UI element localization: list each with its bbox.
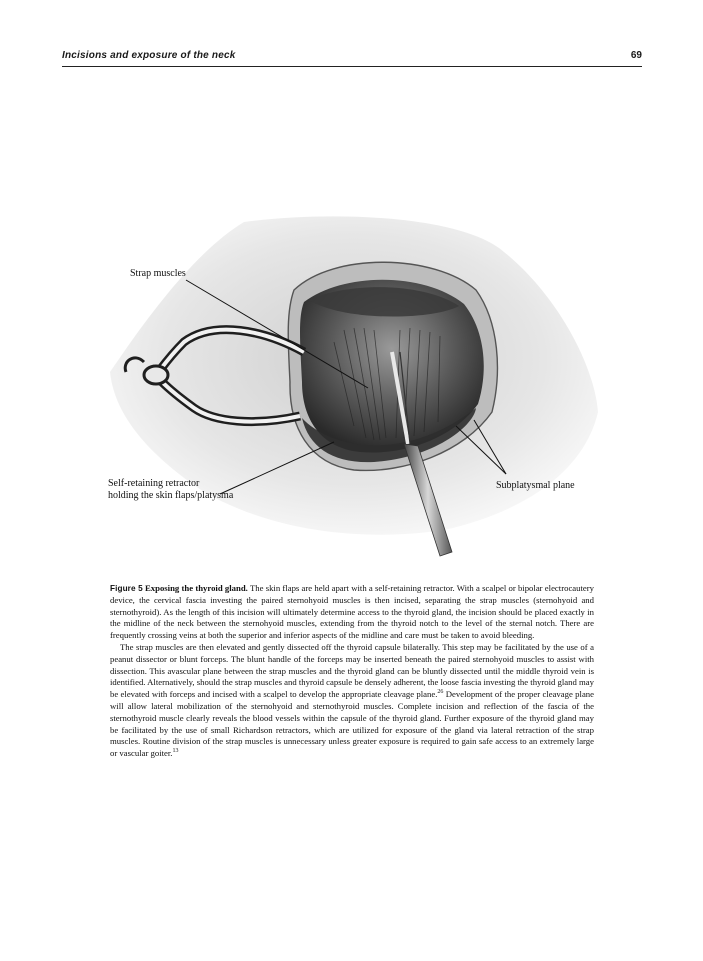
surgical-illustration xyxy=(104,212,600,578)
caption-p2-text-b: Development of the proper cleavage plane will allow lateral mobilization of the sternohyoid and sternothyroid muscles. Complete incision and reflection of the fascia of the sternothyroid muscle clearly reveals the blood vessels within the capsule of the thyroid gland. Further exposure of the thyroid gland may be facilitated by the use of small Richardson retractors, which are utilized for exposure of the gland via lateral retraction of the strap muscles. Routine division of the strap muscles is unnecessary unless greater exposure is required to gain safe access to an extremely large or vascular goiter. xyxy=(110,689,594,759)
figure-label: Figure 5 xyxy=(110,584,143,593)
illustration-drawing xyxy=(104,212,600,578)
caption-p2-text-a: The strap muscles are then elevated and gently dissected off the thyroid capsule bilaterally. This step may be facilitated by the use of a peanut dissector or blunt forceps. The blunt handle of the forceps may be inserted beneath the paired sternohyoid muscles to assist with dissection. This avascular plane between the strap muscles and the thyroid gland can be bluntly dissected until the middle thyroid vein is identified. Alternatively, should the strap muscles and thyroid capsule be densely adherent, the loose fascia investing the thyroid gland may be elevated with forceps and incised with a scalpel to develop the appropriate cleavage plane. xyxy=(110,641,594,700)
caption-p1-text: The skin flaps are held apart with a self-retaining retractor. With a scalpel or bipolar electrocautery device, the cervical fascia investing the paired sternohyoid muscles is then incised, separating the strap muscles (sternohyoid and sternothyroid). As the length of this incision will ultimately determine access to the thyroid gland, the incision should be placed exactly in the midline of the neck between the sternohyoid muscles, extending from the thyroid notch to the level of the sternal notch. There are frequently crossing veins at both the superior and inferior aspects of the midline and care must be taken to avoid bleeding. xyxy=(110,583,595,641)
page-number: 69 xyxy=(630,50,642,61)
reference-26: 26 xyxy=(437,689,444,696)
running-header-title: Incisions and exposure of the neck xyxy=(62,50,236,61)
running-header xyxy=(62,50,642,67)
caption-paragraph-1 xyxy=(110,583,594,642)
figure-caption xyxy=(110,583,594,760)
callout-retractor-line1: Self-retaining retractor xyxy=(108,478,200,489)
reference-13: 13 xyxy=(172,748,179,755)
caption-paragraph-2 xyxy=(110,642,594,760)
callout-retractor-line2: holding the skin flaps/platysma xyxy=(108,490,234,501)
callout-subplatysmal-plane: Subplatysmal plane xyxy=(496,480,575,491)
figure-title: Exposing the thyroid gland. xyxy=(144,583,248,593)
callout-strap-muscles: Strap muscles xyxy=(130,268,186,279)
